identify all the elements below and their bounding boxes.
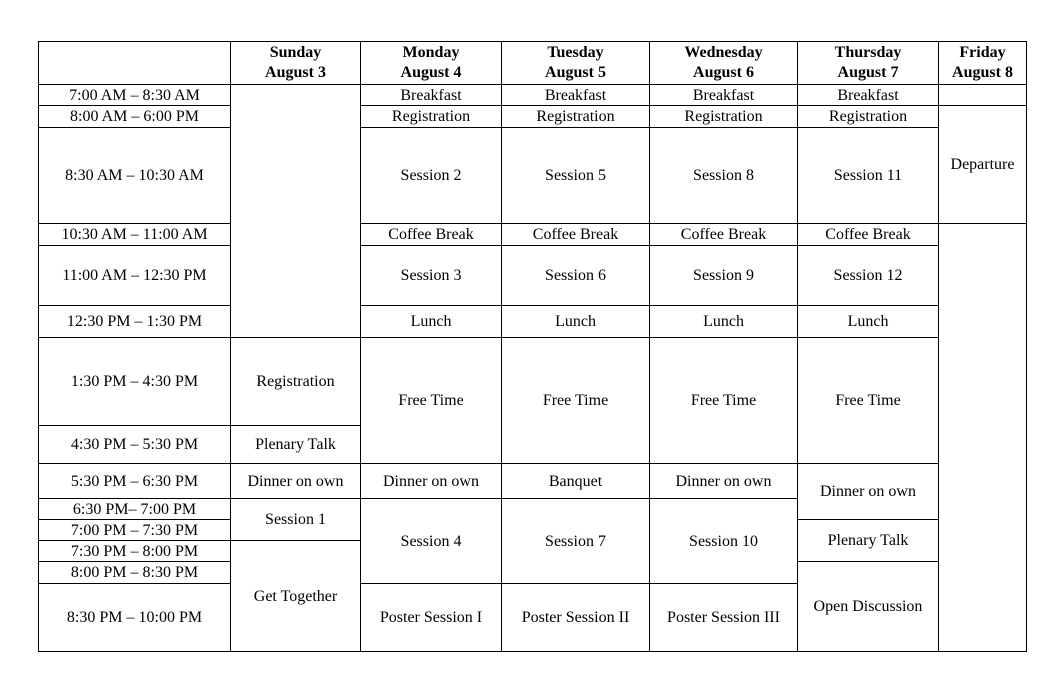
sunday-get-together: Get Together xyxy=(231,541,361,652)
time-cell: 6:30 PM– 7:00 PM xyxy=(39,499,231,520)
monday-free-time: Free Time xyxy=(361,338,502,464)
sunday-empty-cell xyxy=(231,85,361,338)
monday-session-2: Session 2 xyxy=(361,128,502,224)
time-cell: 8:30 PM – 10:00 PM xyxy=(39,584,231,652)
monday-registration: Registration xyxy=(361,106,502,128)
table-row xyxy=(39,106,1027,128)
thursday-open-discussion: Open Discussion xyxy=(798,562,939,652)
wednesday-free-time: Free Time xyxy=(650,338,798,464)
tuesday-banquet: Banquet xyxy=(502,464,650,499)
tuesday-session-7: Session 7 xyxy=(502,499,650,584)
time-cell: 1:30 PM – 4:30 PM xyxy=(39,338,231,426)
wednesday-lunch: Lunch xyxy=(650,306,798,338)
tuesday-session-6: Session 6 xyxy=(502,246,650,306)
friday-departure: Departure xyxy=(939,106,1027,224)
wednesday-session-8: Session 8 xyxy=(650,128,798,224)
sunday-dinner: Dinner on own xyxy=(231,464,361,499)
header-row xyxy=(39,42,1027,85)
thursday-registration: Registration xyxy=(798,106,939,128)
time-cell: 7:00 AM – 8:30 AM xyxy=(39,85,231,106)
wednesday-coffee-break: Coffee Break xyxy=(650,224,798,246)
thursday-free-time: Free Time xyxy=(798,338,939,464)
thursday-session-12: Session 12 xyxy=(798,246,939,306)
monday-poster-session: Poster Session I xyxy=(361,584,502,652)
table-row xyxy=(39,338,1027,426)
time-cell: 8:00 AM – 6:00 PM xyxy=(39,106,231,128)
monday-breakfast: Breakfast xyxy=(361,85,502,106)
time-cell: 12:30 PM – 1:30 PM xyxy=(39,306,231,338)
monday-dinner: Dinner on own xyxy=(361,464,502,499)
schedule-table xyxy=(38,41,1027,652)
friday-empty-cell xyxy=(939,224,1027,652)
time-cell: 11:00 AM – 12:30 PM xyxy=(39,246,231,306)
wednesday-breakfast: Breakfast xyxy=(650,85,798,106)
header-corner xyxy=(39,42,231,85)
tuesday-session-5: Session 5 xyxy=(502,128,650,224)
time-cell: 5:30 PM – 6:30 PM xyxy=(39,464,231,499)
sunday-session-1: Session 1 xyxy=(231,499,361,541)
tuesday-breakfast: Breakfast xyxy=(502,85,650,106)
wednesday-registration: Registration xyxy=(650,106,798,128)
monday-coffee-break: Coffee Break xyxy=(361,224,502,246)
time-cell: 7:30 PM – 8:00 PM xyxy=(39,541,231,562)
tuesday-poster-session: Poster Session II xyxy=(502,584,650,652)
tuesday-registration: Registration xyxy=(502,106,650,128)
table-row xyxy=(39,246,1027,306)
monday-session-4: Session 4 xyxy=(361,499,502,584)
sunday-plenary-talk: Plenary Talk xyxy=(231,426,361,464)
wednesday-dinner: Dinner on own xyxy=(650,464,798,499)
thursday-coffee-break: Coffee Break xyxy=(798,224,939,246)
monday-session-3: Session 3 xyxy=(361,246,502,306)
header-monday: Monday August 4 xyxy=(361,42,502,85)
time-cell: 8:00 PM – 8:30 PM xyxy=(39,562,231,584)
thursday-lunch: Lunch xyxy=(798,306,939,338)
friday-empty-cell xyxy=(939,85,1027,106)
wednesday-session-9: Session 9 xyxy=(650,246,798,306)
tuesday-free-time: Free Time xyxy=(502,338,650,464)
header-wednesday: Wednesday August 6 xyxy=(650,42,798,85)
table-row xyxy=(39,464,1027,499)
table-row xyxy=(39,85,1027,106)
header-sunday: Sunday August 3 xyxy=(231,42,361,85)
thursday-breakfast: Breakfast xyxy=(798,85,939,106)
table-row xyxy=(39,224,1027,246)
tuesday-lunch: Lunch xyxy=(502,306,650,338)
wednesday-session-10: Session 10 xyxy=(650,499,798,584)
wednesday-poster-session: Poster Session III xyxy=(650,584,798,652)
header-tuesday: Tuesday August 5 xyxy=(502,42,650,85)
table-row xyxy=(39,306,1027,338)
time-cell: 10:30 AM – 11:00 AM xyxy=(39,224,231,246)
time-cell: 8:30 AM – 10:30 AM xyxy=(39,128,231,224)
monday-lunch: Lunch xyxy=(361,306,502,338)
sunday-registration: Registration xyxy=(231,338,361,426)
time-cell: 7:00 PM – 7:30 PM xyxy=(39,520,231,541)
header-friday: Friday August 8 xyxy=(939,42,1027,85)
tuesday-coffee-break: Coffee Break xyxy=(502,224,650,246)
header-thursday: Thursday August 7 xyxy=(798,42,939,85)
thursday-session-11: Session 11 xyxy=(798,128,939,224)
thursday-dinner: Dinner on own xyxy=(798,464,939,520)
table-row xyxy=(39,128,1027,224)
time-cell: 4:30 PM – 5:30 PM xyxy=(39,426,231,464)
thursday-plenary-talk: Plenary Talk xyxy=(798,520,939,562)
